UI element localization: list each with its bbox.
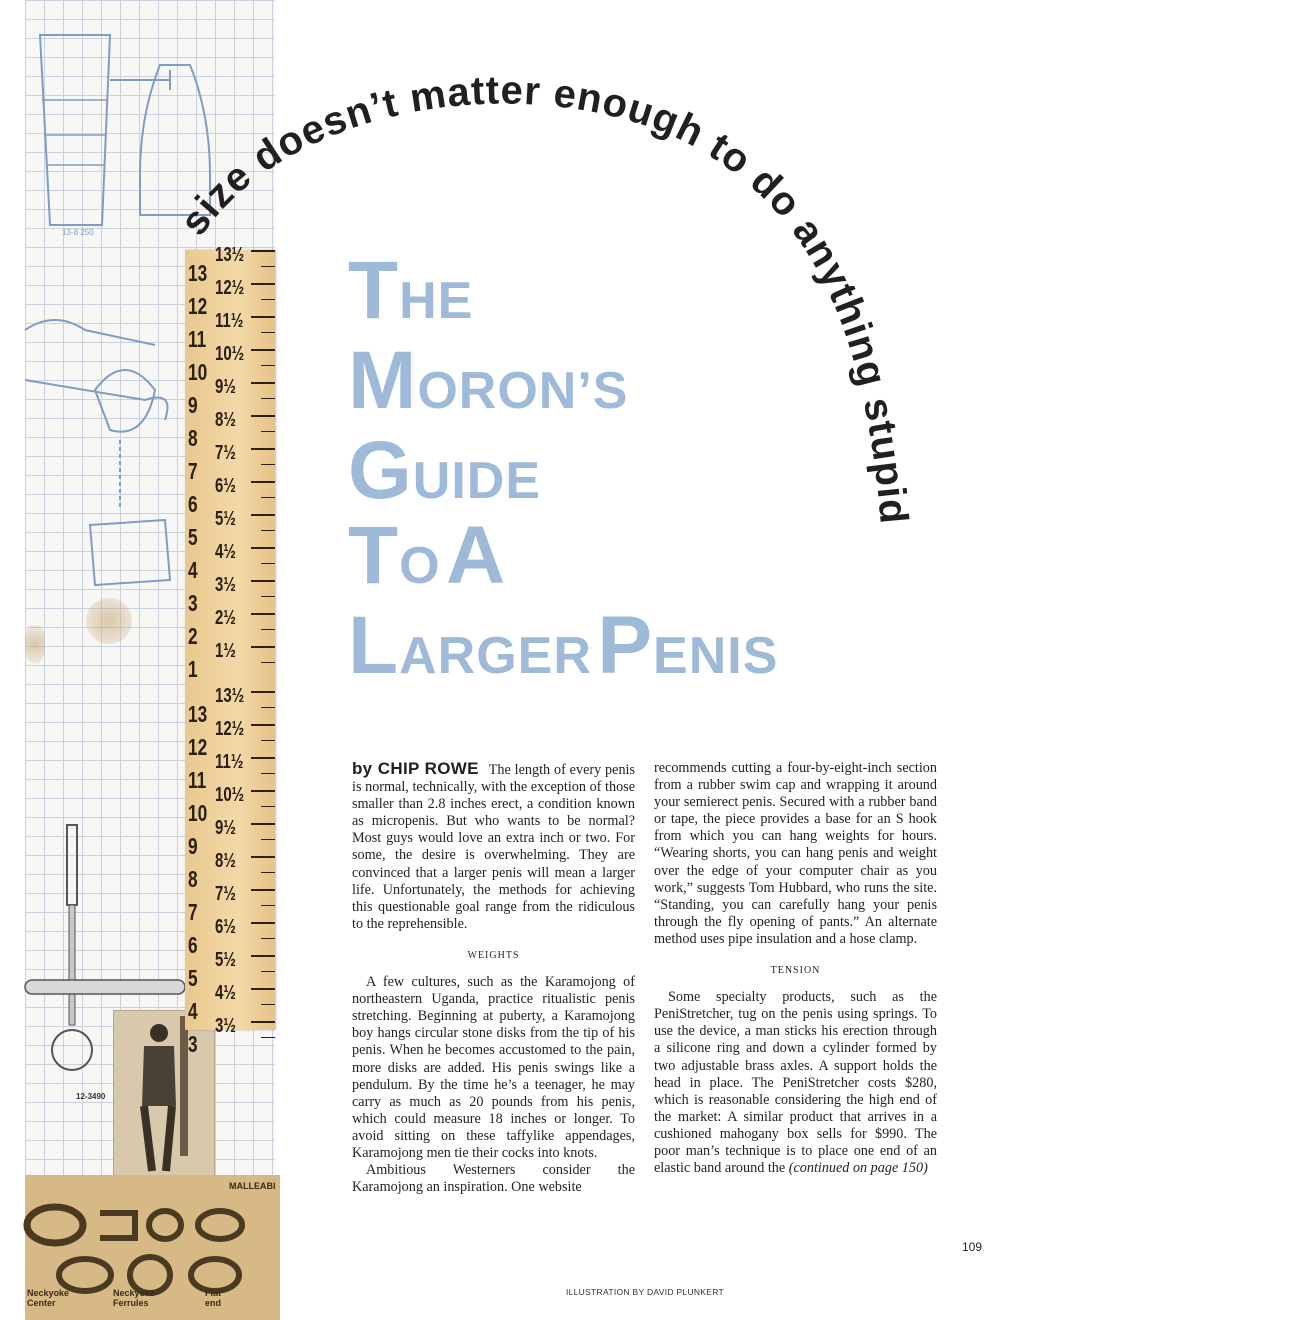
ruler-number: 10 — [188, 359, 208, 385]
ruler-half-number: 12½ — [215, 277, 245, 299]
neckyoke-center-label: Neckyoke Center — [27, 1288, 70, 1308]
ruler-half-number: 13½ — [215, 244, 245, 266]
ruler-tick — [251, 1021, 275, 1023]
ruler-half-number: 11½ — [215, 751, 244, 773]
title-line-to-a — [348, 510, 507, 601]
ruler-number: 7 — [188, 458, 198, 484]
title-line-morons — [348, 335, 629, 426]
ruler-tick — [251, 955, 275, 957]
ruler-number: 13 — [188, 260, 208, 286]
ruler-minor-tick — [261, 839, 275, 840]
arc-headline-text: size doesn’t matter enough to do anything stupid — [171, 68, 916, 527]
ruler-number: 8 — [188, 425, 198, 451]
ruler-tick — [251, 724, 275, 726]
ruler-tick — [251, 823, 275, 825]
ruler-number: 4 — [188, 998, 198, 1024]
ruler-half-number: 13½ — [215, 685, 245, 707]
lab-label: 12-3490 — [76, 1092, 106, 1101]
ruler-tick — [251, 856, 275, 858]
byline: by CHIP ROWE — [352, 759, 479, 778]
title-cap: T — [348, 245, 400, 336]
ruler-half-number: 3½ — [215, 1015, 236, 1037]
ruler-number: 10 — [188, 800, 208, 826]
ruler-number: 9 — [188, 392, 198, 418]
title-word-a: A — [446, 510, 507, 601]
ruler-minor-tick — [261, 938, 275, 939]
ruler-number: 6 — [188, 932, 198, 958]
paragraph: Ambitious Westerners consider the Karamojong an inspiration. One website — [352, 1162, 635, 1196]
article-column-2 — [654, 760, 937, 1177]
ruler-minor-tick — [261, 806, 275, 807]
title-cap: P — [597, 600, 654, 691]
sketch-note-label: 13-8 250 — [62, 228, 94, 237]
ruler-half-number: 9½ — [215, 817, 236, 839]
article-column-1 — [352, 760, 635, 1196]
ruler-number: 5 — [188, 524, 198, 550]
ruler-minor-tick — [261, 773, 275, 774]
title-cap: G — [348, 425, 413, 516]
illustration-credit: ILLUSTRATION BY DAVID PLUNKERT — [565, 1287, 725, 1297]
title-cap: M — [348, 335, 418, 426]
intro-paragraph: The length of every penis is normal, technically, with the exception of those smaller than 2.8 inches erect, a condition known as micropenis. But who wants to be normal? Most guys would love an extra inch or two. For some, the desire is overwhelming. They are convinced that a larger penis will mean a larger life. Unfortunately, the methods for achieving this questionable goal range from the ridiculous to the reprehensible. — [352, 762, 636, 932]
title-cap: T — [348, 510, 400, 601]
ruler-minor-tick — [261, 740, 275, 741]
ruler-half-number: 7½ — [215, 442, 236, 464]
ruler-half-number: 8½ — [215, 409, 236, 431]
ruler-tick — [251, 922, 275, 924]
title-rest: ENIS — [653, 627, 779, 685]
ruler-minor-tick — [261, 1004, 275, 1005]
ruler-half-number: 5½ — [215, 508, 236, 530]
arc-headline — [172, 69, 916, 527]
ruler-number: 5 — [188, 965, 198, 991]
ruler-half-number: 3½ — [215, 574, 236, 596]
ruler-half-number: 2½ — [215, 607, 236, 629]
paragraph: A few cultures, such as the Karamojong of northeastern Uganda, practice ritualistic penis stretching. Beginning at puberty, a Karamojong boy hangs circular stone disks from the tip of his penis. When he becomes accustomed to the pain, more disks are added. His penis swings like a pendulum. By the time he’s a teenager, he may carry as much as 20 pounds from his penis, which could measure 18 inches or longer. To avoid sitting on these taffylike appendages, Karamojong men tie their cocks into knots. — [352, 974, 635, 1161]
title-line-guide — [348, 425, 542, 516]
ruler-number: 13 — [188, 701, 208, 727]
title-rest: O — [399, 537, 441, 595]
ruler-tick — [251, 889, 275, 891]
ruler-half-number: 7½ — [215, 883, 236, 905]
ruler-half-number: 4½ — [215, 541, 236, 563]
ruler-number: 11 — [188, 326, 207, 352]
ruler-half-number: 1½ — [215, 640, 236, 662]
ruler-number: 9 — [188, 833, 198, 859]
page-number: 109 — [962, 1240, 983, 1254]
neckyoke-ferrules-label: Neckyoke Ferrules — [113, 1288, 156, 1308]
title-cap: L — [348, 600, 400, 691]
ruler-half-number: 9½ — [215, 376, 236, 398]
ruler-half-number: 8½ — [215, 850, 236, 872]
ruler-half-number: 11½ — [215, 310, 244, 332]
ruler-number: 7 — [188, 899, 198, 925]
ruler-minor-tick — [261, 971, 275, 972]
ruler-minor-tick — [261, 1037, 275, 1038]
ruler-half-number: 5½ — [215, 949, 236, 971]
ruler-number: 3 — [188, 590, 198, 616]
paragraph: recommends cutting a four-by-eight-inch section from a rubber swim cap and wrapping it around your semierect penis. Secured with a rubber band or tape, the piece provides a base for an S hook from which you can hang weights for hours. “Wearing shorts, you can hang penis and weight over the edge of your computer chair as you work,” suggests Tom Hubbard, who runs the site. “Standing, you can carefully hang your penis through the fly opening of pants.” An alternate method uses pipe insulation and a hose clamp. — [654, 760, 937, 947]
ruler-number: 2 — [188, 623, 198, 649]
title-rest: UIDE — [412, 452, 542, 510]
ruler-number: 8 — [188, 866, 198, 892]
ruler-tick — [251, 988, 275, 990]
title-rest: HE — [399, 272, 474, 330]
ruler-tick — [251, 757, 275, 759]
ruler-minor-tick — [261, 707, 275, 708]
malleable-label: MALLEABI — [229, 1181, 276, 1191]
ruler-half-number: 6½ — [215, 916, 236, 938]
subhead-tension: TENSION — [770, 965, 821, 977]
ruler-number: 12 — [188, 734, 208, 760]
ruler-number: 12 — [188, 293, 208, 319]
ruler-half-number: 12½ — [215, 718, 245, 740]
title-rest: ARGER — [399, 627, 592, 685]
ruler-half-number: 6½ — [215, 475, 236, 497]
hardware-catalog-clipping — [25, 1175, 280, 1320]
ruler-number: 4 — [188, 557, 198, 583]
ruler-number: 6 — [188, 491, 198, 517]
ruler-number: 3 — [188, 1031, 198, 1057]
flat-end-label: Flat end — [205, 1288, 222, 1308]
ruler-mark — [185, 1015, 275, 1057]
continued-note: (continued on page 150) — [788, 1160, 928, 1177]
ruler-number: 1 — [188, 656, 198, 682]
ruler-half-number: 10½ — [215, 784, 245, 806]
subhead-weights: WEIGHTS — [467, 949, 520, 961]
title-line-the — [348, 245, 474, 336]
ruler-half-number: 10½ — [215, 343, 245, 365]
ruler-half-number: 4½ — [215, 982, 236, 1004]
title-rest: ORON’S — [417, 362, 629, 420]
paragraph: Some specialty products, such as the PeniStretcher, tug on the penis using springs. To use the device, a man sticks his erection through a silicone ring and down a cylinder formed by two adjustable brass axles. A support holds the head in place. The PeniStretcher costs $280, which is reasonable considering the high end of the market: A similar product that arrives in a cushioned mahogany box sells for $990. The poor man’s technique is to place one end of an elastic band around the — [654, 989, 937, 1177]
title-line-larger-penis — [348, 600, 779, 691]
ruler-tick — [251, 790, 275, 792]
ruler-number: 11 — [188, 767, 207, 793]
ruler-minor-tick — [261, 872, 275, 873]
ruler-minor-tick — [261, 905, 275, 906]
